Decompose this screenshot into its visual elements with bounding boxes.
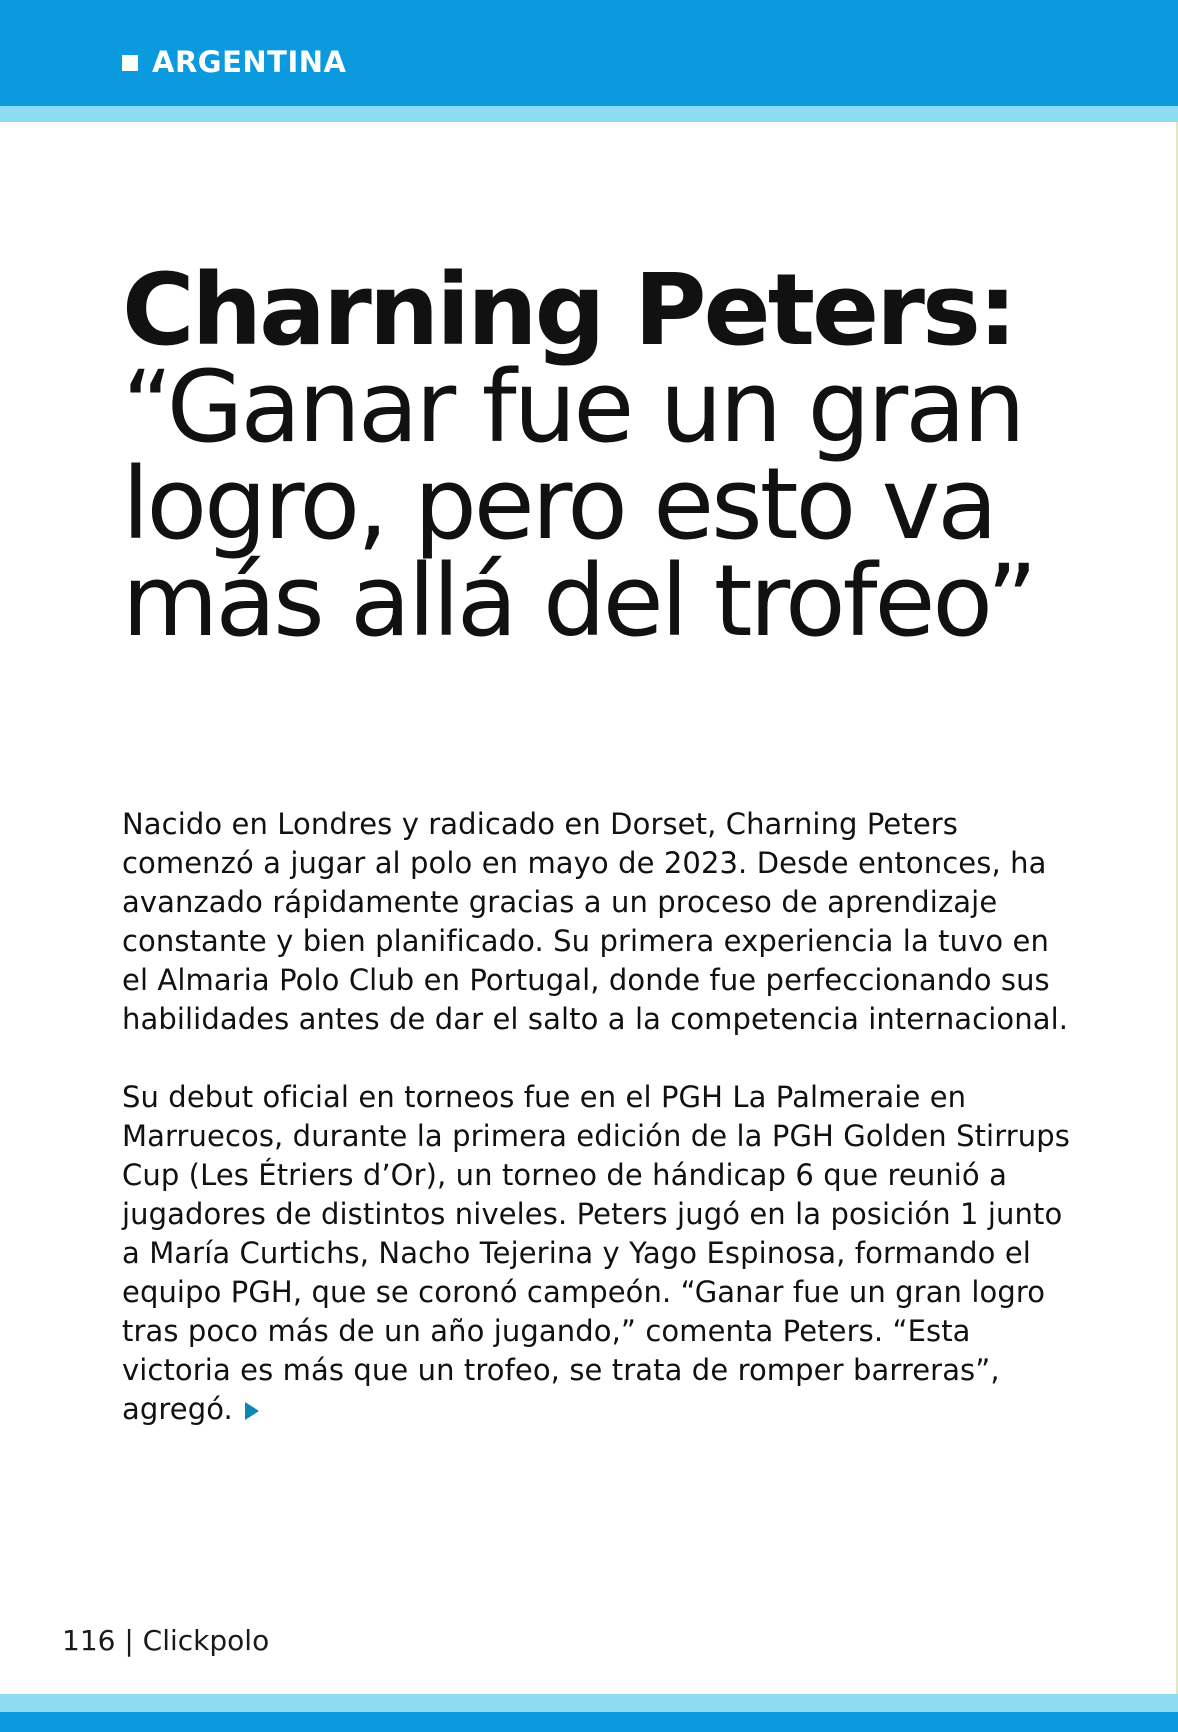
footer-stripe [0,1694,1178,1712]
paragraph-text: Su debut oficial en torneos fue en el PGH La Palmeraie en Marruecos, durante la primera edición de la PGH Golden Stirrups Cup (Les Étriers d’Or), un torneo de hándicap 6 que reunió a jugadores de distintos niveles. Peters jugó en la posición 1 junto a María Curtichs, Nacho Tejerina y Yago Espinosa, formando el equipo PGH, que se coronó campeón. “Ganar fue un gran logro tras poco más de un año jugando,” comenta Peters. “Esta victoria es más que un trofeo, se trata de romper barreras”, agregó. [122,1080,1070,1426]
header-stripe [0,106,1178,122]
section-label: ARGENTINA [152,45,347,79]
headline [122,253,1162,659]
paragraph [122,1078,1082,1429]
triangle-right-icon [245,1402,259,1420]
footer-band [0,1712,1178,1732]
headline-name: Charning Peters: [122,253,1015,368]
section-tag [122,45,347,79]
paragraph [122,805,1082,1039]
page-folio: 116 | Clickpolo [62,1624,270,1657]
paragraph-text: Nacido en Londres y radicado en Dorset, Charning Peters comenzó a jugar al polo en mayo de 2023. Desde entonces, ha avanzado rápidamente gracias a un proceso de aprendizaje constante y bien planificado. Su primera experiencia la tuvo en el Almaria Polo Club en Portugal, donde fue perfeccionando sus habilidades antes de dar el salto a la competencia internacional. [122,807,1069,1036]
article-body [122,805,1082,1429]
headline-quote: “Ganar fue un gran logro, pero esto va más allá del trofeo” [122,350,1035,659]
square-bullet-icon [122,55,138,71]
